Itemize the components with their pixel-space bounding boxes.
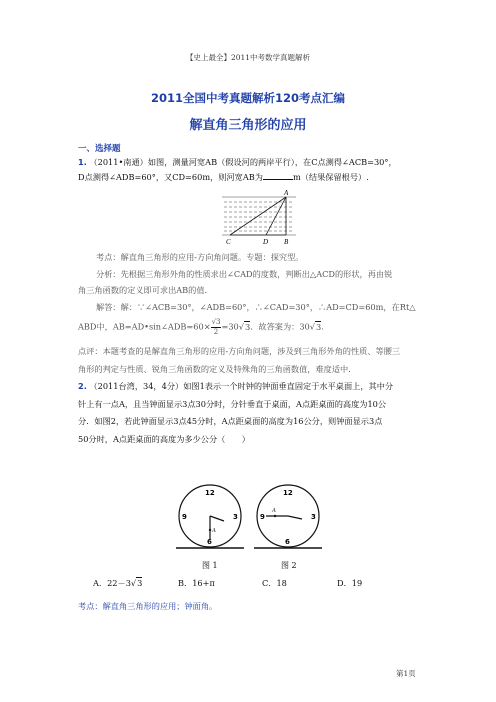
option-d: D．19 xyxy=(337,578,363,588)
clock2-3: 3 xyxy=(311,513,316,521)
frac-denominator: 2 xyxy=(213,328,219,336)
clock1-point-a: A xyxy=(212,528,216,534)
page-header: 【史上最全】2011中考数学真题解析 xyxy=(185,53,311,62)
option-c: C．18 xyxy=(262,578,287,588)
q2-line4: 50分时，A点距桌面的高度为多少公分（ ） xyxy=(78,434,250,444)
clock1-6: 6 xyxy=(207,538,212,546)
fig-label-b: B xyxy=(284,238,289,246)
q2-line1 xyxy=(78,378,420,394)
sqrt-3-b: 3 xyxy=(315,321,322,332)
figure-1-caption: 图 1 xyxy=(202,561,218,570)
main-title: 2011全国中考真题解析120考点汇编 xyxy=(150,91,345,105)
clock1-3: 3 xyxy=(233,513,238,521)
option-a: A．22－3√3 xyxy=(93,578,143,588)
q1-jieda-2c: ．故答案为：30 xyxy=(250,321,310,332)
q1-line2 xyxy=(78,169,420,185)
option-b: B．16+π xyxy=(178,578,215,588)
q1-jieda-2b: =30 xyxy=(221,321,239,332)
q2-number: 2. xyxy=(78,381,87,391)
clock-figure-2 xyxy=(252,482,324,554)
q1-fenxi-2: 角三角函数的定义即可求出AB的值. xyxy=(78,285,208,295)
clock1-12: 12 xyxy=(205,489,215,497)
q1-text-2a: D点测得∠ADB=60°，又CD=60m，则河宽AB为 xyxy=(78,172,263,182)
section-heading: 一、选择题 xyxy=(78,144,121,154)
q2-line2: 针上有一点A，且当钟面显示3点30分时，分针垂直于桌面，A点距桌面的高度为10公 xyxy=(78,399,387,409)
option-a-sqrt: 3 xyxy=(137,578,143,588)
q2-kaodian: 考点：解直角三角形的应用；钟面角。 xyxy=(78,601,218,611)
q2-text-1: （2011台湾，34，4分）如图1表示一个时钟的钟面垂直固定于水平桌面上，其中分 xyxy=(89,381,394,391)
clock2-9: 9 xyxy=(260,513,265,521)
clock2-point-a: A xyxy=(272,508,276,514)
fig-label-c: C xyxy=(226,238,231,246)
page-footer: 第1页 xyxy=(396,669,416,678)
q1-dianping-1: 点评：本题考查的是解直角三角形的应用-方向角问题，涉及到三角形外角的性质、等腰三 xyxy=(78,346,401,356)
q1-jieda-1: 解答：解：∵∠ACB=30°，∠ADB=60°，∴∠CAD=30°，∴AD=CD=60m，在Rt△ xyxy=(96,302,416,312)
fig-label-d: D xyxy=(263,238,269,246)
q1-text-1: （2011•南通）如图，测量河宽AB（假设河的两岸平行），在C点测得∠ACB=30°， xyxy=(89,157,397,167)
answer-blank xyxy=(263,179,293,180)
q1-fenxi-1: 分析：先根据三角形外角的性质求出∠CAD的度数，判断出△ACD的形状，再由锐 xyxy=(96,269,393,279)
sqrt-3-a: 3 xyxy=(244,321,251,332)
q2-line3: 分．如图2，若此钟面显示3点45分时，A点距桌面的高度为16公分，则钟面显示3点 xyxy=(78,416,383,426)
frac-numerator: √3 xyxy=(211,318,221,326)
q1-jieda-2d: . xyxy=(321,321,324,332)
option-a-text: A．22－3 xyxy=(93,578,131,588)
q1-number: 1. xyxy=(78,157,87,167)
sqrt3-over-2 xyxy=(211,318,222,337)
clock2-12: 12 xyxy=(283,489,293,497)
clock-figure-1 xyxy=(174,482,246,554)
q1-kaodian: 考点：解直角三角形的应用-方向角问题。专题：探究型。 xyxy=(96,252,304,262)
q1-jieda-2a: ABD中，AB=AD•sin∠ADB=60× xyxy=(78,321,211,332)
clock2-6: 6 xyxy=(285,538,290,546)
q1-jieda-2: ABD中，AB=AD•sin∠ADB=60× $\frac{√3}{2}$ =30√3．故答案为：30√3. xyxy=(78,318,324,336)
q1-dianping-2: 角形的判定与性质、锐角三角函数的定义及特殊角的三角函数值，难度适中. xyxy=(78,364,351,374)
clock1-9: 9 xyxy=(182,513,187,521)
fig-label-a: A xyxy=(284,189,289,197)
river-figure xyxy=(210,188,300,246)
q1-line1 xyxy=(78,154,420,170)
sub-title: 解直角三角形的应用 xyxy=(189,118,307,133)
q1-text-2b: m（结果保留根号）. xyxy=(292,172,369,182)
figure-2-caption: 图 2 xyxy=(281,561,297,570)
